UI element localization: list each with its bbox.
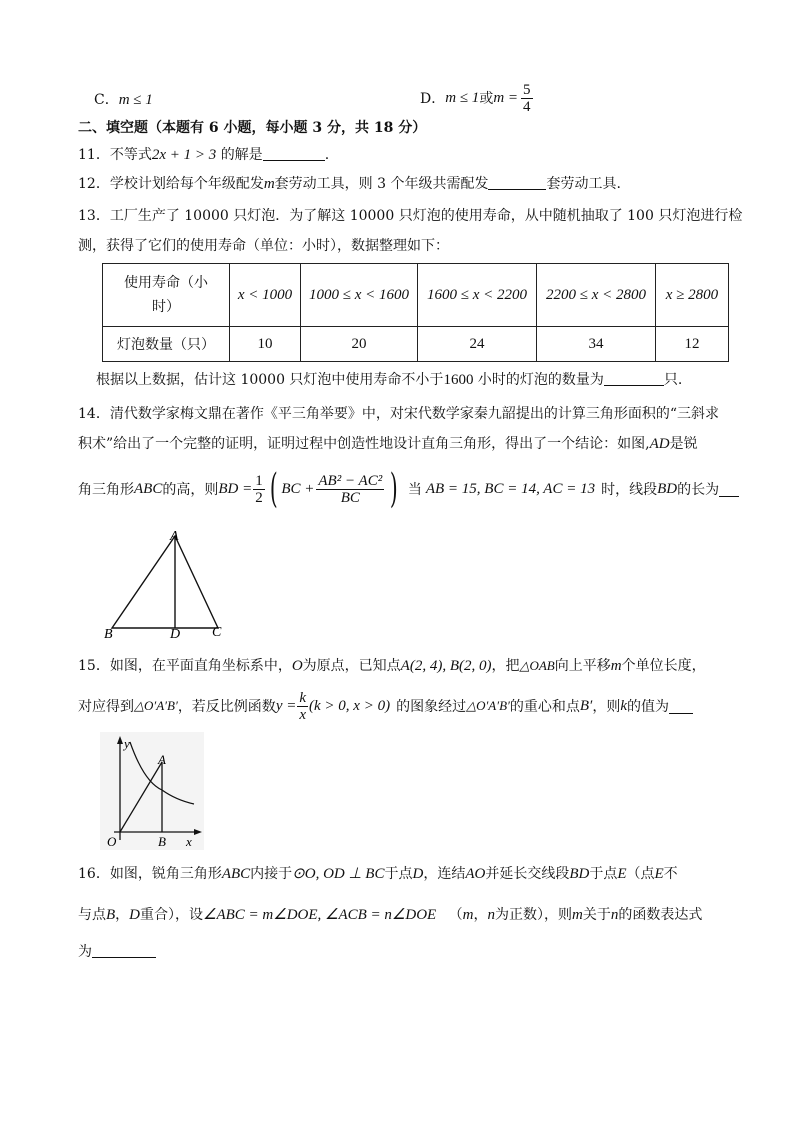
q14-number: 14． (78, 406, 110, 422)
question-16-line-2 (78, 905, 702, 925)
q14-inner-num: AB² − AC² (318, 472, 383, 489)
q15-tri2: △O′A′B′ (134, 698, 178, 713)
q15-k: k (620, 697, 628, 714)
q16-abc: ABC (221, 866, 251, 882)
option-d-label: D． (420, 91, 446, 107)
question-16-line-1 (78, 864, 678, 884)
q14-inner-fraction (316, 473, 384, 506)
q14-half-num: 1 (255, 472, 263, 489)
q15-fn-den: x (299, 706, 307, 723)
q11-answer-blank[interactable] (263, 146, 325, 161)
q13-line1: 工厂生产了 10000 只灯泡．为了解这 10000 只灯泡的使用寿命，从中随机抽取了 100 只灯泡进行检 (109, 208, 743, 224)
q13-after-b: 小时的灯泡的数量为 (477, 372, 604, 388)
triangle-abc-shape (112, 536, 218, 628)
label-o: O (107, 834, 117, 849)
question-14-line-1 (78, 404, 719, 424)
q13-after-c: 只. (663, 372, 683, 388)
option-d-text-b: m = (493, 89, 519, 106)
q13-line2: 测，获得了它们的使用寿命（单位：小时），数据整理如下： (78, 238, 449, 254)
q16-answer-blank[interactable] (92, 943, 156, 958)
q15-fn-cond: (k > 0, x > 0) (309, 697, 391, 714)
q14-line3c: 的高，则 (162, 482, 219, 498)
q16-line1d: ，连结 (423, 866, 466, 882)
option-d-frac-num: 5 (523, 81, 531, 98)
q15-answer-blank[interactable] (669, 699, 693, 714)
q16-line2c: ， (115, 907, 130, 923)
q14-line3f: 的长为 (677, 482, 720, 498)
q15-line1d: 向上平移 (554, 658, 611, 674)
q16-line2a: 与点 (78, 907, 106, 923)
q16-e: E (617, 866, 627, 882)
label-y: y (124, 736, 130, 751)
q14-line2c: 是锐 (669, 436, 698, 452)
section-title: 二、填空题（本题有 6 小题，每小题 3 分，共 18 分） (78, 120, 427, 136)
q14-line-2 (78, 434, 698, 454)
q14-line2b: AD (649, 436, 670, 452)
q15-line2e: ，则 (592, 699, 621, 715)
q14-line3d: 当 (407, 482, 422, 498)
q13-number: 13． (78, 208, 110, 224)
option-c (94, 89, 153, 109)
q15-line2f: 的值为 (627, 699, 670, 715)
q14-line3e: 时，线段 (601, 482, 658, 498)
q13-after-a: 根据以上数据，估计这 10000 只灯泡中使用寿命不小于 (96, 372, 444, 388)
q16-line2f: （ (448, 907, 463, 923)
option-d-or: 或 (479, 91, 494, 107)
q16-line3: 为 (78, 944, 92, 960)
q14-bd: BD (657, 480, 678, 497)
q14-formula-line (78, 463, 739, 515)
q14-line2a: 积术”给出了一个完整的证明，证明过程中创造性地设计直角三角形，得出了一个结论：如图, (78, 436, 650, 452)
q15-bp: B′ (579, 697, 593, 714)
table-col-header: 1600 ≤ x < 2200 (418, 264, 537, 327)
table-col-header: x < 1000 (230, 264, 301, 327)
q12-var: m (263, 176, 275, 192)
q15-line2b: ，若反比例函数 (177, 699, 276, 715)
q16-m2: m (572, 907, 583, 923)
option-d-fraction (521, 82, 533, 115)
triangle-abc-figure (100, 526, 230, 644)
q16-angles: ∠ABC = m∠DOE, ∠ACB = n∠DOE (203, 907, 437, 923)
label-d: D (170, 627, 181, 642)
q13-after-math: 1600 (443, 372, 474, 388)
q14-line3a: 角三角形 (78, 482, 134, 498)
table-row-label: 灯泡数量（只） (103, 327, 230, 362)
q13-answer-blank[interactable] (604, 371, 664, 386)
q15-m: m (610, 658, 622, 674)
label-b: B (158, 834, 166, 849)
q14-half (253, 473, 265, 506)
q16-line1g: （点 (626, 866, 655, 882)
q14-line1: 清代数学家梅文鼎在著作《平三角举要》中，对宋代数学家秦九韶提出的计算三角形面积的“三斜求 (109, 406, 719, 422)
q16-line1f: 于点 (589, 866, 618, 882)
table-header-label (103, 264, 230, 327)
q15-line1e: 个单位长度， (621, 658, 706, 674)
q11-math: 2x + 1 > 3 (151, 147, 217, 163)
question-15-line-1 (78, 656, 706, 676)
q16-line2h: 为正数），则 (495, 907, 572, 923)
option-d-text-a: m ≤ 1 (445, 89, 480, 106)
q15-tri2-again: △O′A′B′ (466, 698, 510, 713)
q16-line2e: 重合），设 (140, 907, 204, 923)
q11-text-a: 不等式 (109, 147, 152, 163)
q16-number: 16． (78, 866, 110, 882)
q16-e2: E (654, 866, 664, 882)
q16-line1h: 不 (663, 866, 678, 882)
q15-o: O (291, 658, 303, 674)
q15-fn-lhs: y = (275, 697, 297, 714)
question-11 (78, 145, 329, 165)
q16-m: m (462, 907, 474, 923)
option-d-frac-den: 4 (523, 98, 531, 115)
q14-formula-bc: BC + (281, 480, 315, 497)
q16-d: D (412, 866, 424, 882)
q16-n2: n (610, 907, 619, 923)
q15-tri: △OAB (519, 658, 555, 673)
label-c: C (212, 625, 222, 640)
q16-line2j: 的函数表达式 (618, 907, 703, 923)
q16-n: n (487, 907, 495, 923)
q15-line1a: 如图，在平面直角坐标系中， (109, 658, 292, 674)
q14-half-den: 2 (255, 489, 263, 506)
option-d (420, 80, 533, 116)
q16-circ: ⊙O, OD ⊥ BC (292, 866, 385, 882)
table-cell: 20 (301, 327, 418, 362)
q15-line2d: 的重心和点 (509, 699, 580, 715)
question-15-line-2 (78, 686, 693, 726)
q15-line2a: 对应得到 (78, 699, 134, 715)
q16-line2i: 关于 (582, 907, 611, 923)
q14-answer-blank[interactable] (719, 482, 739, 497)
q15-fn-num: k (299, 689, 307, 706)
option-c-label: C． (94, 92, 119, 108)
q14-abc: ABC (134, 480, 163, 497)
q12-text-a: 学校计划给每个年级配发 (109, 176, 264, 192)
q16-line1b: 内接于 (250, 866, 293, 882)
question-13-line-1 (78, 206, 742, 226)
label-b: B (104, 627, 113, 642)
table-row (103, 327, 729, 362)
q14-paren-right: ) (390, 466, 398, 512)
option-c-text: m ≤ 1 (118, 92, 153, 108)
q12-number: 12． (78, 176, 110, 192)
q16-line2b: B (106, 907, 116, 923)
q12-text-b: 套劳动工具，则 3 个年级共需配发 (274, 176, 489, 192)
table-header-label-1: 使用寿命（小 (124, 275, 208, 291)
q12-answer-blank[interactable] (488, 175, 546, 190)
q16-ao: AO (465, 866, 486, 882)
q15-line2c: 的图象经过 (396, 699, 467, 715)
q11-number: 11． (78, 147, 110, 163)
table-cell: 10 (230, 327, 301, 362)
q14-condition: AB = 15, BC = 14, AC = 13 (425, 480, 596, 497)
table-cell: 12 (656, 327, 729, 362)
question-12 (78, 174, 621, 194)
q12-text-c: 套劳动工具. (546, 176, 621, 192)
q16-line1a: 如图，锐角三角形 (109, 866, 222, 882)
q14-formula-lhs: BD = (218, 480, 253, 497)
label-a: A (170, 529, 179, 544)
table-row (103, 264, 729, 327)
q13-after-table (96, 370, 682, 390)
q11-end: . (324, 147, 330, 163)
label-a: A (158, 752, 166, 767)
coordinate-figure (100, 732, 204, 850)
q11-text-b: 的解是 (220, 147, 263, 163)
q15-points: A(2, 4), B(2, 0) (400, 658, 492, 674)
lifespan-table (102, 263, 729, 362)
q16-line2g: ， (473, 907, 488, 923)
table-col-header: x ≥ 2800 (656, 264, 729, 327)
table-col-header: 2200 ≤ x < 2800 (537, 264, 656, 327)
question-16-line-3 (78, 942, 156, 962)
table-cell: 24 (418, 327, 537, 362)
q15-number: 15． (78, 658, 110, 674)
q14-paren-left: ( (269, 466, 278, 512)
table-cell: 34 (537, 327, 656, 362)
q16-line1e: 并延长交线段 (485, 866, 570, 882)
q16-line1c: 于点 (384, 866, 413, 882)
q16-bd: BD (569, 866, 590, 882)
label-x: x (186, 834, 192, 849)
q16-line2d: D (129, 907, 141, 923)
table-header-label-2: 时） (152, 299, 180, 315)
q15-fn-fraction (297, 690, 308, 723)
q15-line1b: 为原点，已知点 (302, 658, 401, 674)
q14-inner-den: BC (340, 489, 360, 506)
table-col-header: 1000 ≤ x < 1600 (301, 264, 418, 327)
q15-line1c: ，把 (491, 658, 520, 674)
